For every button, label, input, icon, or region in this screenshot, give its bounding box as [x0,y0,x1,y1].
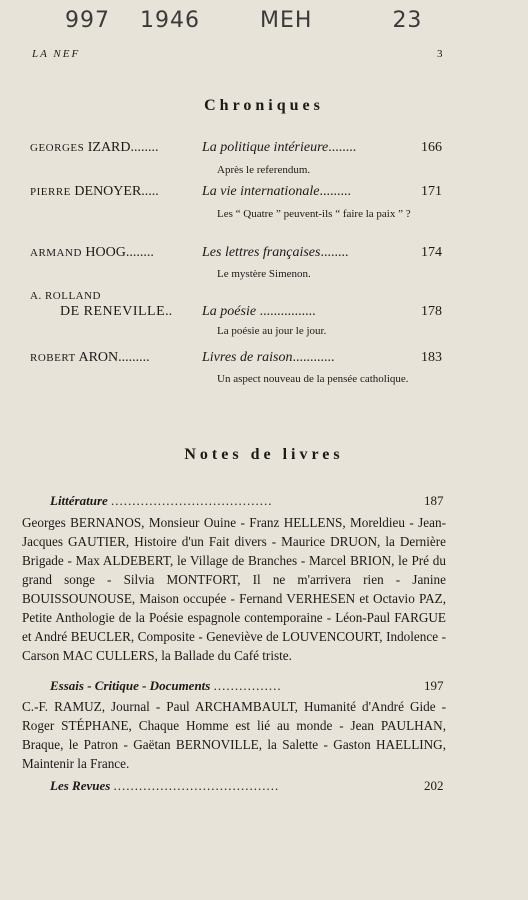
toc-description: Après le referendum. [217,164,311,176]
section-page: 187 [424,493,444,508]
toc-description: Les “ Quatre ” peuvent-ils “ faire la paix ” ? [217,208,411,220]
section-heading: Essais - Critique - Documents ................ [50,678,282,693]
notes-heading: Notes de livres [184,446,344,463]
toc-author: ARMAND HOOG........ [30,245,154,260]
section-heading: Les Revues ....................................... [50,778,280,793]
toc-author: PIERRE DENOYER..... [30,184,159,199]
handwritten-annotation [65,8,444,33]
section-page: 197 [424,678,444,693]
toc-author-line2: DE RENEVILLE.. [60,304,173,319]
toc-title: La poésie ................ [202,304,316,319]
toc-page: 183 [421,350,442,365]
toc-author: GEORGES IZARD........ [30,140,159,155]
toc-page: 171 [421,184,442,199]
section-heading: Littérature ...................................... [50,493,273,508]
handwritten-code: MEH [260,8,313,33]
toc-title: Les lettres françaises........ [202,245,349,260]
toc-author-line1: A. ROLLAND [30,290,101,302]
section-page: 202 [424,778,444,793]
section-body: C.-F. RAMUZ, Journal - Paul ARCHAMBAULT, Humanité d'André Gide - Roger STÉPHANE, Chaque Homme est lié au monde - Jean PAULHAN, Braque, le Patron - Gaëtan BERNOVILLE, la Salette - Gaston HAELLING, Maintenir la France. [22,699,446,771]
toc-description: Un aspect nouveau de la pensée catholique. [217,373,409,385]
handwritten-number: 997 [65,8,110,33]
toc-title: La politique intérieure........ [202,140,357,155]
toc-title: La vie internationale......... [202,184,351,199]
running-header: LA NEF [32,48,81,60]
toc-author: ROBERT ARON......... [30,350,150,365]
toc-title: Livres de raison............ [202,350,335,365]
toc-page: 178 [421,304,442,319]
section-body: Georges BERNANOS, Monsieur Ouine - Franz HELLENS, Moreldieu - Jean-Jacques GAUTIER, Histoire d'un Fait divers - Maurice DRUON, la Dernière Brigade - Max ALDEBERT, le Village de Branches - Marcel BRION, le Pré du grand songe - Silvia MONTFORT, Il ne m'arrivera rien - Janine BOUISSOUNOUSE, Maison occupée - Fernand VERHESEN et Octavio PAZ, Petite Anthologie de la Poésie espagnole contemporaine - Léon-Paul FARGUE et André BEUCLER, Composite - Geneviève de LOUVENCOURT, Indolence - Carson MAC CULLERS, la Ballade du Café triste. [22,515,446,663]
toc-page: 166 [421,140,442,155]
page-number: 3 [437,48,445,60]
toc-page: 174 [421,245,442,260]
handwritten-year: 1946 [140,8,200,33]
toc-description: Le mystère Simenon. [217,268,311,280]
chroniques-heading: Chroniques [204,97,324,114]
handwritten-page: 23 [392,8,423,33]
toc-description: La poésie au jour le jour. [217,325,327,337]
